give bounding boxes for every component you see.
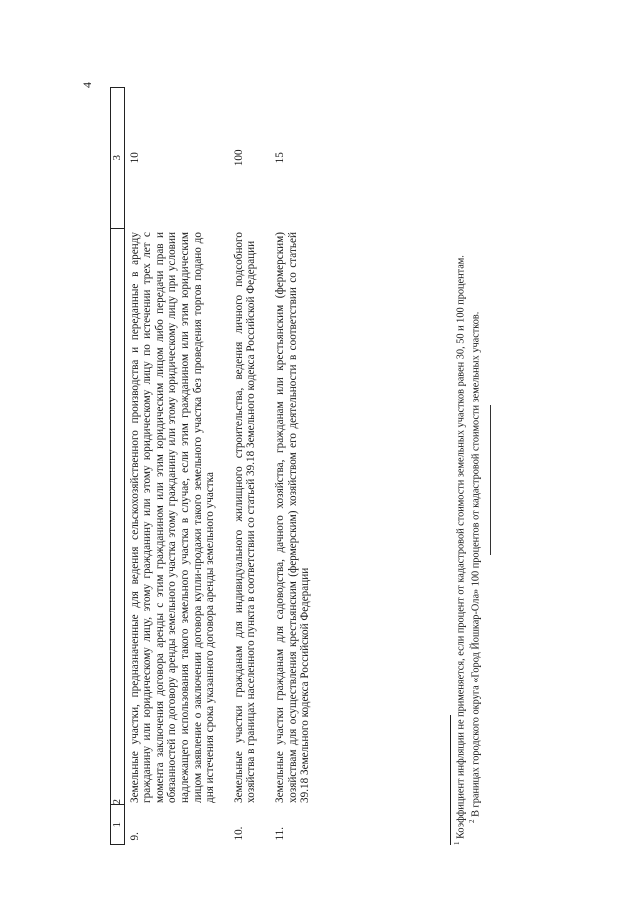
footnote-mark: 1 xyxy=(453,841,461,845)
page-number: 4 xyxy=(80,82,94,88)
row-number: 10. xyxy=(232,826,245,841)
row-description: Земельные участки, предназначенные для ведения сельскохозяйственного производства и переданные в аренду гражданину или юридическому лицу, этому гражданину или этому юридическому лицу по истечении трех лет с момента заключения договора аренды с этим гражданином или этим юридическим лицом либо передачи прав и обязанностей по договору аренды земельного участка этому гражданину или этому юридическому лицу при условии надлежащего использования такого земельного участка в случае, если этим гражданином или этим юридическим лицом заявление о заключении договора купли-продажи такого земельного участка без проведения торгов подано до дня истечения срока указанного договора аренды земельного участка xyxy=(128,232,217,803)
table-row xyxy=(124,88,229,845)
row-number: 9. xyxy=(128,832,141,841)
footnotes xyxy=(450,87,482,845)
table-row xyxy=(270,88,324,845)
footnote-mark: 2 xyxy=(467,819,476,823)
row-description: Земельные участки гражданам для садоводства, дачного хозяйства, гражданам или крестьянским (фермерским) хозяйствам для осуществления крестьянским (фермерским) хозяйством его деятельности в соответствии со статьей 39.18 Земельного кодекса Российской Федерации xyxy=(273,232,312,803)
column-header-3: 3 xyxy=(111,88,125,229)
table-header-row xyxy=(111,88,125,845)
footnote xyxy=(467,87,482,845)
rates-table xyxy=(110,87,324,845)
row-percent-value: 10 xyxy=(128,152,141,164)
row-number: 11. xyxy=(273,826,286,841)
column-header-1: 1 xyxy=(111,805,125,845)
column-header-2: 2 xyxy=(111,228,125,805)
row-percent-value: 15 xyxy=(273,152,286,164)
row-description: Земельные участки гражданам для индивидуального жилищного строительства, ведения личного подсобного хозяйства в границах населенного пункта в соответствии со статьей 39.18 Земельного кодекса Российской Федерации xyxy=(232,232,258,803)
rotated-page-content xyxy=(110,87,530,845)
table-row xyxy=(229,88,270,845)
footnote xyxy=(452,87,467,845)
separator-line xyxy=(490,405,491,555)
footnote-text: В границах городского округа «Город Йошкар-Ола» 100 процентов от кадастровой стоимости земельных участков. xyxy=(470,311,482,817)
row-percent-value: 100 xyxy=(232,149,245,167)
footnote-text: Коэффициент инфляции не применяется, если процент от кадастровой стоимости земельных участков равен 30, 50 и 100 процентам. xyxy=(455,255,467,839)
footnote-rule xyxy=(450,715,451,845)
